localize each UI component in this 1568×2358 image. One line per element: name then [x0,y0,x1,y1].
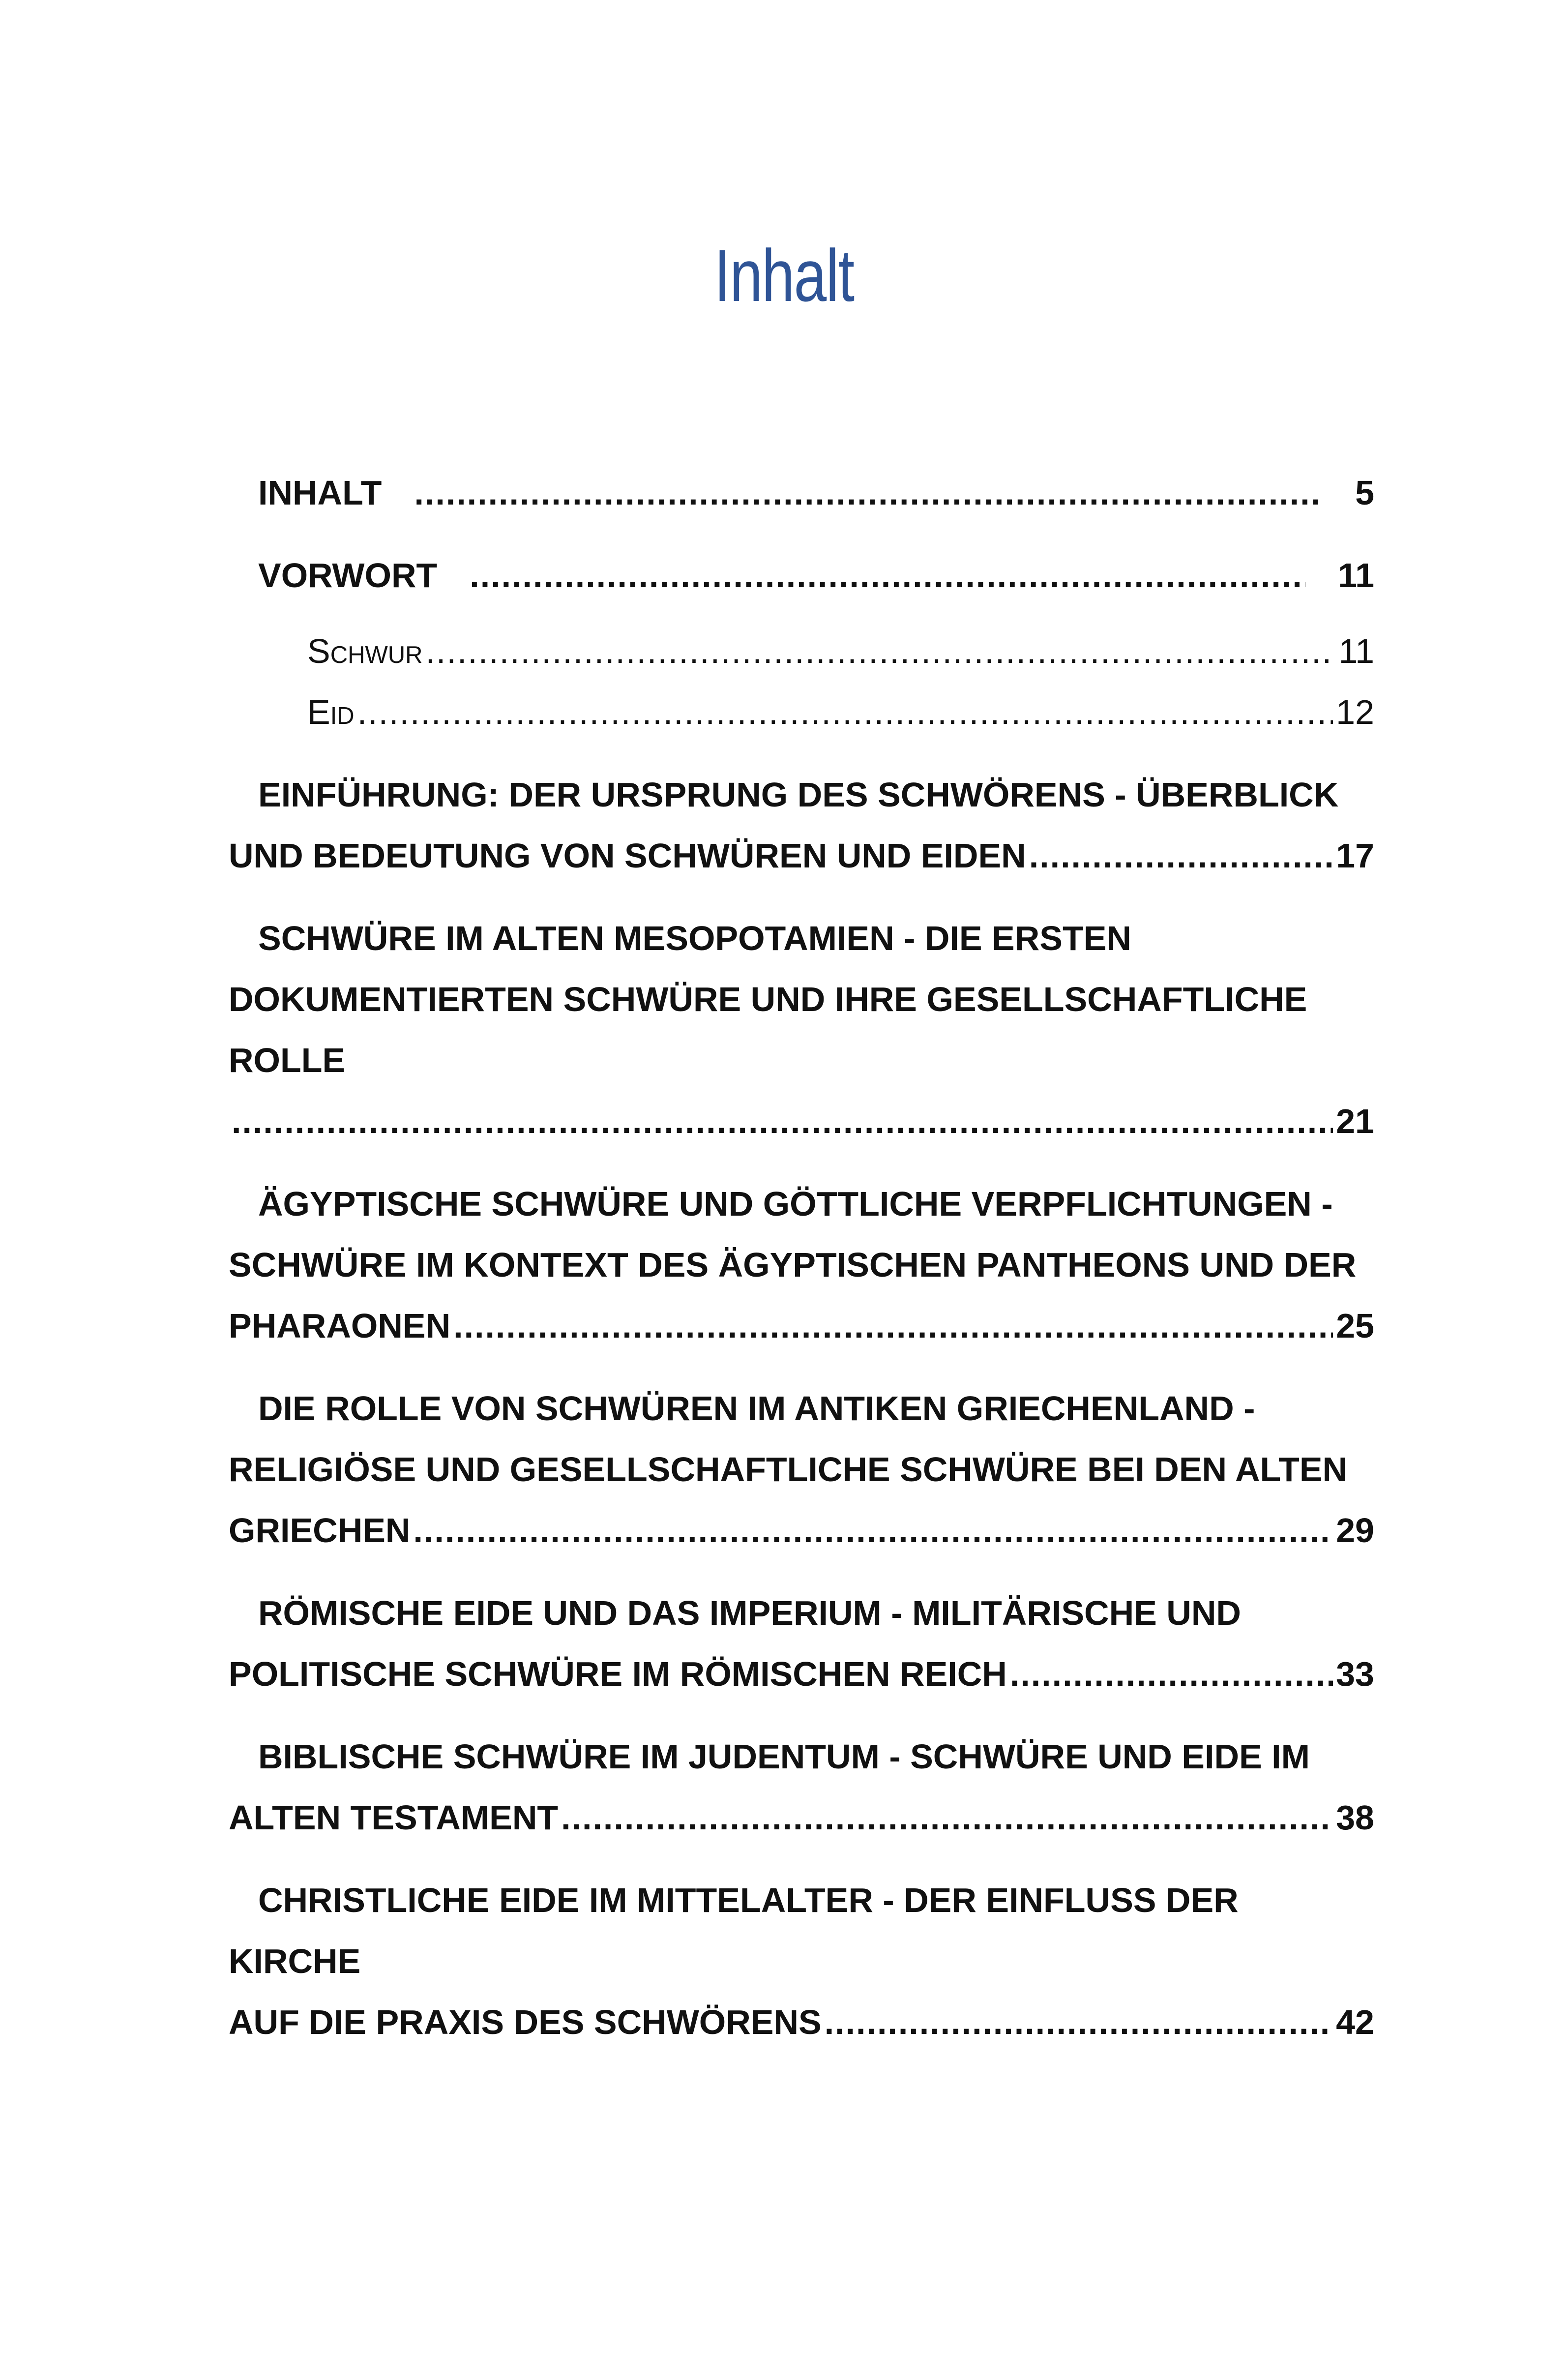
toc-entry-line [229,1295,1374,1356]
toc-entry-line [229,1091,1374,1152]
toc-page-number: 17 [1336,836,1374,875]
toc-entry-einfuehrung[interactable] [229,764,1374,886]
toc-entry-line [229,1992,1374,2053]
toc-entry-title-last-line: UND BEDEUTUNG VON SCHWÜREN UND EIDEN [229,836,1026,875]
toc-entry-mittelalter[interactable] [229,1870,1374,2053]
toc-entry-title-line: SCHWÜRE IM ALTEN MESOPOTAMIEN - DIE ERSTEN [258,919,1131,957]
toc-page-number: 5 [1355,474,1374,512]
toc-entry-line [229,825,1374,886]
toc-subentry-eid[interactable] [229,682,1374,743]
toc-page-number: 42 [1336,2003,1374,2041]
toc-entry-title: Schwur [307,632,423,670]
toc-leader-dots [232,1091,1333,1152]
toc-entry-title-last-line: GRIECHEN [229,1511,411,1550]
toc-entry-title-line: ÄGYPTISCHE SCHWÜRE UND GÖTTLICHE VERPFLICHTUNGEN - [258,1185,1333,1223]
toc-entry-mesopotamien[interactable] [229,908,1374,1152]
toc-entry-line [229,1500,1374,1561]
page-title: Inhalt [714,234,854,317]
toc-entry-title-line: CHRISTLICHE EIDE IM MITTELALTER - DER EINFLUSS DER KIRCHE [229,1881,1239,1980]
toc-entry-title-last-line: AUF DIE PRAXIS DES SCHWÖRENS [229,2003,822,2041]
toc-leader-dots [561,1787,1333,1848]
toc-entry-title-last-line: POLITISCHE SCHWÜRE IM RÖMISCHEN REICH [229,1655,1007,1693]
toc-leader-dots [357,682,1333,743]
toc-entry-griechenland[interactable] [229,1378,1374,1561]
toc-leader-dots [440,545,1305,606]
toc-entry-title-line: DIE ROLLE VON SCHWÜREN IM ANTIKEN GRIECHENLAND - [258,1389,1255,1428]
toc-leader-dots [425,621,1335,682]
toc-entry-title-line: DOKUMENTIERTEN SCHWÜRE UND IHRE GESELLSCHAFTLICHE ROLLE [229,980,1307,1079]
toc-entry-title: VORWORT [258,556,438,595]
toc-page-number: 21 [1336,1102,1374,1140]
toc-entry-title: Eid [307,693,355,731]
toc-page-number: 33 [1336,1655,1374,1693]
toc-leader-dots [413,1500,1333,1561]
toc-page-number: 29 [1336,1511,1374,1550]
toc-page-number: 11 [1338,632,1374,670]
toc-entry-title-line: RELIGIÖSE UND GESELLSCHAFTLICHE SCHWÜRE BEI DEN ALTEN [229,1450,1348,1489]
toc-entry-judentum[interactable] [229,1726,1374,1848]
toc-page-number: 12 [1336,693,1374,731]
toc-entry-title-last-line: PHARAONEN [229,1307,451,1345]
toc-page-number: 38 [1336,1798,1374,1837]
toc-leader-dots [1010,1643,1333,1704]
toc-leader-dots [453,1295,1333,1356]
toc-leader-dots [385,462,1323,523]
toc-entry-line [307,682,1374,743]
toc-entry-title-last-line: ALTEN TESTAMENT [229,1798,559,1837]
toc-entry-line [307,621,1374,682]
toc-entry-line [229,1643,1374,1704]
toc-entry-title-line: EINFÜHRUNG: DER URSPRUNG DES SCHWÖRENS - ÜBERBLICK [258,776,1339,814]
toc-entry-aegypten[interactable] [229,1173,1374,1356]
toc-entry-line [229,462,1374,523]
toc-page-number: 11 [1338,556,1374,595]
toc-leader-dots [1029,825,1333,886]
toc-entry-title-line: BIBLISCHE SCHWÜRE IM JUDENTUM - SCHWÜRE UND EIDE IM [258,1737,1310,1776]
toc-entry-rom[interactable] [229,1582,1374,1704]
table-of-contents [229,462,1374,2074]
toc-page-number: 25 [1336,1307,1374,1345]
toc-entry-vorwort[interactable] [229,545,1374,606]
toc-entry-line [229,1787,1374,1848]
toc-entry-title-line: RÖMISCHE EIDE UND DAS IMPERIUM - MILITÄRISCHE UND [258,1594,1241,1632]
toc-entry-inhalt[interactable] [229,462,1374,523]
toc-subentry-schwur[interactable] [229,621,1374,682]
toc-entry-title-line: SCHWÜRE IM KONTEXT DES ÄGYPTISCHEN PANTHEONS UND DER [229,1246,1357,1284]
toc-entry-title: INHALT [258,474,382,512]
toc-leader-dots [825,1992,1333,2053]
toc-entry-line [229,545,1374,606]
